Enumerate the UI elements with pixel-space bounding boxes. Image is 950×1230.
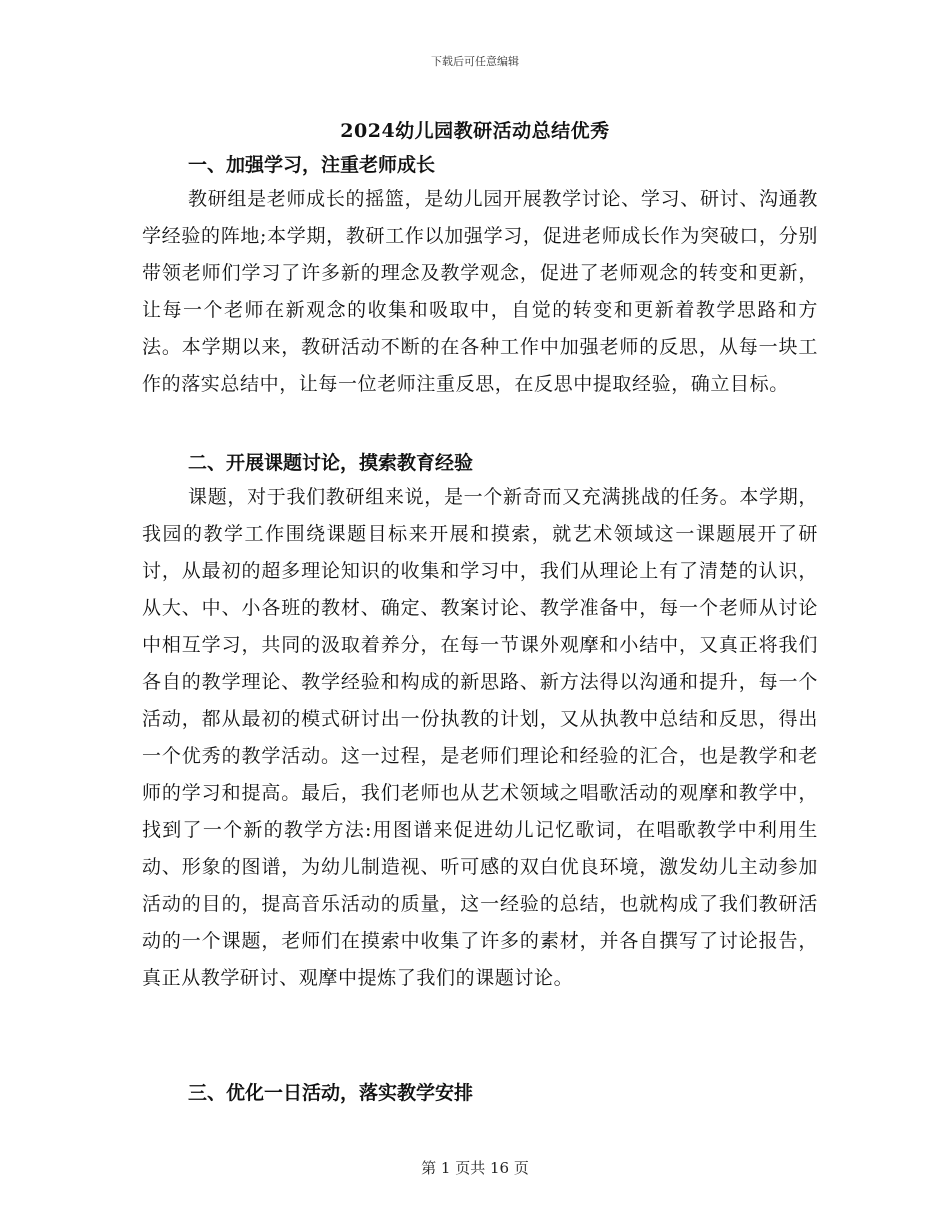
section-paragraph-1: 教研组是老师成长的摇篮，是幼儿园开展教学讨论、学习、研讨、沟通教学经验的阵地;本学期，教研工作以加强学习，促进老师成长作为突破口，分别带领老师们学习了许多新的理念及教学观念，促进了老师观念的转变和更新，让每一个老师在新观念的收集和吸取中，自觉的转变和更新着教学思路和方法。本学期以来，教研活动不断的在各种工作中加强老师的反思，从每一块工作的落实总结中，让每一位老师注重反思，在反思中提取经验，确立目标。 (142, 188, 818, 395)
section-paragraph-2: 课题，对于我们教研组来说，是一个新奇而又充满挑战的任务。本学期，我园的教学工作围绕课题目标来开展和摸索，就艺术领域这一课题展开了研讨，从最初的超多理论知识的收集和学习中，我们从理论上有了清楚的认识，从大、中、小各班的教材、确定、教案讨论、教学准备中，每一个老师从讨论中相互学习，共同的汲取着养分，在每一节课外观摩和小结中，又真正将我们各自的教学理论、教学经验和构成的新思路、新方法得以沟通和提升，每一个活动，都从最初的模式研讨出一份执教的计划，又从执教中总结和反思，得出一个优秀的教学活动。这一过程，是老师们理论和经验的汇合，也是教学和老师的学习和提高。最后，我们老师也从艺术领域之唱歌活动的观摩和教学中，找到了一个新的教学方法:用图谱来促进幼儿记忆歌词，在唱歌教学中利用生动、形象的图谱，为幼儿制造视、听可感的双白优良环境，激发幼儿主动参加活动的目的，提高音乐活动的质量，这一经验的总结，也就构成了我们教研活动的一个课题，老师们在摸索中收集了许多的素材，并各自撰写了讨论报告，真正从教学研讨、观摩中提炼了我们的课题讨论。 (142, 486, 818, 989)
document-title: 2024幼儿园教研活动总结优秀 (340, 120, 610, 142)
section-heading-1: 一、加强学习，注重老师成长 (188, 154, 436, 176)
section-heading-2: 二、开展课题讨论，摸索教育经验 (188, 452, 474, 474)
page-number-footer: 第 1 页共 16 页 (421, 1159, 529, 1177)
section-heading-3: 三、优化一日活动，落实教学安排 (188, 1082, 474, 1104)
page-header-note: 下载后可任意编辑 (431, 55, 519, 68)
